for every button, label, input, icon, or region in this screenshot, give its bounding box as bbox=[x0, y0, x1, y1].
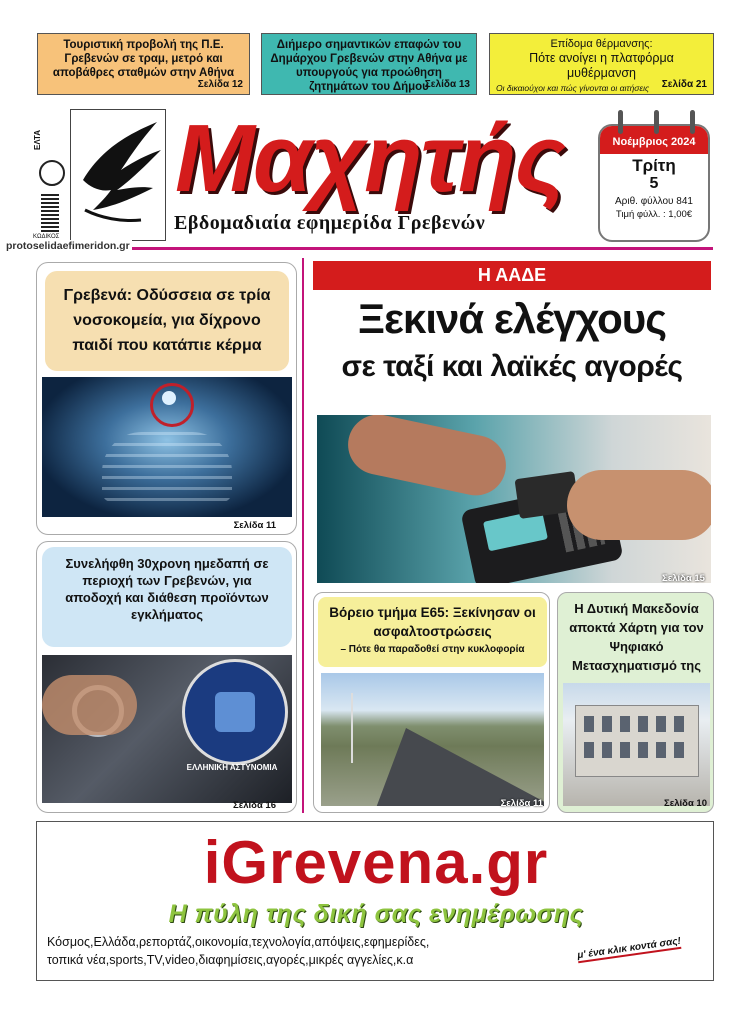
main-kicker bbox=[313, 261, 711, 290]
ad-line-1: Κόσμος,Ελλάδα,ρεπορτάζ,οικονομία,τεχνολογία,απόψεις,εφημερίδες, bbox=[47, 935, 430, 949]
page-reference: Σελίδα 13 bbox=[424, 79, 470, 90]
teaser-mayor-athens[interactable] bbox=[261, 33, 477, 95]
issue-price: Τιμή φύλλ. : 1,00€ bbox=[615, 209, 693, 220]
coin-highlight-icon bbox=[150, 383, 194, 427]
story-headline: Βόρειο τμήμα Ε65: Ξεκίνησαν οι ασφαλτοστρώσεις bbox=[329, 605, 536, 639]
main-headline-2[interactable]: σε ταξί και λαϊκές αγορές bbox=[341, 350, 683, 383]
teaser-tourism[interactable] bbox=[37, 33, 250, 95]
story-card-digital-map[interactable] bbox=[557, 592, 714, 813]
calendar-weekday: Τρίτη bbox=[632, 156, 676, 175]
story-headline: Η Δυτική Μακεδονία αποκτά Χάρτη για τον Ψηφιακό Μετασχηματισμό της bbox=[569, 601, 704, 673]
teaser-title: Επίδομα θέρμανσης: bbox=[550, 38, 653, 50]
teaser-subtitle: Οι δικαιούχοι και πώς γίνονται οι αιτήσεις bbox=[496, 83, 650, 93]
watermark: protoselidaefimeridon.gr bbox=[6, 240, 130, 252]
page-reference: Σελίδα 10 bbox=[664, 798, 707, 809]
bird-logo bbox=[70, 109, 166, 241]
bird-logo-icon bbox=[71, 110, 167, 242]
badge-text: ΕΛΛΗΝΙΚΗ ΑΣΤΥΝΟΜΙΑ bbox=[186, 763, 278, 772]
calendar-date bbox=[598, 124, 710, 242]
elta-label: ΕΛΤΑ bbox=[33, 129, 42, 150]
page-reference: Σελίδα 21 bbox=[661, 79, 707, 90]
calendar-rings bbox=[618, 110, 698, 134]
teaser-text: Τουριστική προβολή της Π.Ε. Γρεβενών σε τραμ, μετρό και αποβάθρες σταθμών στην Αθήνα bbox=[52, 39, 235, 79]
page-reference: Σελίδα 11 bbox=[500, 798, 543, 809]
page-reference: Σελίδα 12 bbox=[197, 79, 243, 90]
story-card-e65[interactable] bbox=[313, 592, 550, 813]
calendar-day: 5 bbox=[649, 175, 659, 192]
road-icon bbox=[376, 728, 544, 806]
page-reference: Σελίδα 11 bbox=[233, 520, 276, 531]
page-reference: Σελίδα 15 bbox=[662, 573, 705, 584]
main-headline-1[interactable]: Ξεκινά ελέγχους bbox=[357, 295, 667, 342]
teaser-text: Διήμερο σημαντικών επαφών του Δημάρχου Γρεβενών στην Αθήνα με υπουργούς για προώθηση ζητημάτων του Δήμου bbox=[270, 39, 468, 93]
ad-slogan: Η πύλη της δική σας ενημέρωσης bbox=[168, 900, 584, 928]
teaser-heating-allowance[interactable] bbox=[489, 33, 714, 95]
barcode-icon bbox=[41, 192, 59, 232]
page-reference: Σελίδα 16 bbox=[233, 800, 276, 811]
card-terminal-photo bbox=[317, 415, 711, 583]
teaser-headline: Πότε ανοίγει η πλατφόρμα μυθέρμανση bbox=[529, 51, 674, 80]
story-subtitle: – Πότε θα παραδοθεί στην κυκλοφορία bbox=[340, 644, 525, 655]
postal-mark bbox=[33, 110, 67, 240]
building-icon bbox=[575, 705, 699, 777]
ad-tagline: μ' ένα κλικ κοντά σας! bbox=[576, 935, 682, 962]
xray-photo bbox=[42, 377, 292, 517]
story-headline: Συνελήφθη 30χρονη ημεδαπή σε περιοχή των Γρεβενών, για αποδοχή και διάθεση προϊόντων εγκλήματος bbox=[65, 556, 269, 622]
masthead-rule bbox=[33, 247, 713, 250]
igrevena-ad[interactable] bbox=[36, 821, 714, 981]
kicker-text: Η ΑΑΔΕ bbox=[477, 265, 547, 285]
ad-line-2: τοπικά νέα,sports,TV,video,διαφημίσεις,αγορές,μικρές αγγελίες,κ.α bbox=[47, 953, 414, 967]
ad-brand: iGrevena.gr bbox=[203, 829, 549, 896]
headline-box bbox=[45, 271, 289, 371]
code-label: ΚΩΔΙΚΟΣ bbox=[33, 234, 60, 240]
calendar-month: Νοέμβριος 2024 bbox=[600, 126, 708, 154]
newspaper-title: Μαχητής bbox=[175, 105, 564, 212]
building-photo bbox=[563, 683, 710, 806]
column-divider bbox=[302, 258, 304, 813]
story-card-hospital[interactable] bbox=[36, 262, 297, 535]
headline-box bbox=[42, 547, 292, 647]
police-photo bbox=[42, 655, 292, 803]
headline-box bbox=[318, 597, 547, 667]
police-badge-icon bbox=[182, 659, 288, 765]
postal-seal-icon bbox=[39, 160, 65, 186]
highway-photo bbox=[321, 673, 544, 806]
story-card-arrest[interactable] bbox=[36, 541, 297, 813]
newspaper-tagline: Εβδομαδιαία εφημερίδα Γρεβενών bbox=[174, 212, 486, 234]
story-headline: Γρεβενά: Οδύσσεια σε τρία νοσοκομεία, για δίχρονο παιδί που κατάπιε κέρμα bbox=[63, 287, 271, 354]
issue-number: Αριθ. φύλλου 841 bbox=[615, 196, 693, 207]
